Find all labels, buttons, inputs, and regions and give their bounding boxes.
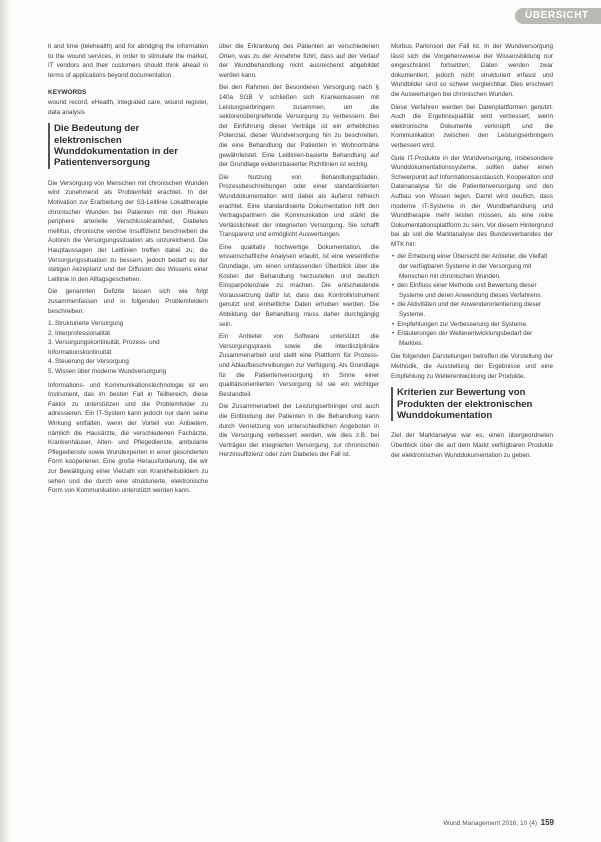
list-item: • die Aktivitäten und der Anwenderorientierung dieser Systeme.: [399, 300, 553, 319]
keywords-text: wound record, eHealth, integrated care, wound register, data analysis: [48, 98, 208, 116]
paragraph: Eine qualitativ hochwertige Dokumentation, die wissenschaftliche Analysen erlaubt, ist eine wesentliche Grundlage, um einen umfassenden Überblick über die Kosten der Behandlung herzustellen und deutlich Einsparpotenziale zu machen. Die entscheidende Voraussetzung dafür ist, dass das Kontrollinstrument genutzt und einheitliche Daten erhoben werden. Die Abbildung der Behandlung muss daher durchgängig sein.: [219, 243, 379, 328]
paragraph: Ein Anbieter von Software unterstützt die Versorgungspraxis sowie die interdisziplinäre Zusammenarbeit und stellt eine Plattform für Prozess- und Ablaufbeschreibungen zur Verfügung. Als Grundlage für die Patientenversorgung im Sinne einer qualitätsorientierten Versorgung ist sie ein wichtiger Bestandteil.: [219, 333, 379, 398]
text-column-middle: [219, 42, 379, 463]
paragraph: Morbus Parkinson der Fall ist. In der Wundversorgung lässt sich die Vorgehensweise der Wissensbildung nur eingeschränkt fortsetzen; Daten werden zwar dokumentiert, jedoch nicht strukturiert erfasst und Wundbilder sind so schwer vergleichbar. Dies erschwert die Auswertungen bei chronischen Wunden.: [391, 43, 553, 98]
paragraph: Die Versorgung von Menschen mit chronischen Wunden wird zunehmend als Problemfeld erachtet. In der Motivation zur Erarbeitung der S3-Leitlinie Lokaltherapie chronischer Wunden bei Patienten mit den Risiken periphere arterielle Verschlusskrankheit, Diabetes mellitus, chronische venöse Insuffizienz beschreiben die Autoren die Versorgungssituation als unzureichend. Die Hauptaussagen der Leitlinien treffen dabei zu; die Versorgungssituation zu bessern, jedoch bedarf es der stetigen Akzeptanz und der Diffusion des Wissens einer Leitlinie in den Alltagsgeschehen.: [48, 179, 208, 283]
abstract-end: it and time (telehealth) and for abridging the information to the wound services, in order to stimulate the market, IT vendors and their customers should think ahead in terms of applications beyond documentation.: [48, 43, 208, 79]
text-column-left: [48, 42, 208, 499]
list-item: • der Erhebung einer Übersicht der Anbieter, die Vielfalt der verfügbaren Systeme in der Versorgung mit Menschen mit chronischen Wunden.: [399, 252, 553, 281]
journal-reference: Wund Management 2016; 10 (4): [443, 820, 538, 827]
list-item: • den Einfluss einer Methode und Bewertung dieser Systeme und deren Anwendung dieses Verfahrens.: [399, 281, 553, 300]
section-heading-criteria: Kriterien zur Bewertung von Produkten der elektronischen Wunddokumentation: [391, 387, 553, 421]
page-footer: [444, 818, 554, 827]
list-item: 5. Wissen über moderne Wundversorgung: [48, 368, 167, 376]
page-number: 159: [540, 818, 554, 827]
paragraph: Ziel der Marktanalyse war es, einen übergeordneten Überblick über die auf dem Markt verfügbaren Produkte der elektronischen Wunddokumentation zu geben.: [391, 432, 553, 459]
objectives-list: [391, 252, 553, 348]
paragraph: Die genannten Defizite lassen sich wie folgt zusammenfassen und in folgenden Problemfeldern beschreiben:: [48, 288, 208, 315]
section-tab: [515, 8, 601, 24]
list-item: • Erläuterungen der Weiterentwicklungsbedarf der Marktes.: [399, 329, 553, 348]
paragraph: Bei den Rahmen der Besonderen Versorgung nach § 140a SGB V schließen sich Krankenkassen mit Leistungserbringern zusammen, um die sektorenübergreifende Versorgung zu verbessern. Bei der Einführung dieser Verträge ist ein erhebliches Potenzial, dieser Wundversorgung hin zu beschreiten, die eine Behandlung der Patienten in Wohnortnähe gewährleistet. Eine Leitlinien-basierte Behandlung auf der Grundlage evidenzbasierter Richtlinien ist wichtig.: [219, 84, 379, 169]
list-item: 3. Versorgungskontinuität, Prozess- und Informationskontinuität: [48, 339, 160, 356]
paragraph: Diese Verfahren werden bei Datenplattformen genutzt. Auch die Ergebnisqualität wird verbessert, wenn elektronische Dokumente verknüpft und die Kommunikation zwischen den Leistungserbringern verbessert wird.: [391, 103, 553, 149]
paragraph: Die Zusammenarbeit der Leistungserbringer und auch die Einbindung der Patienten in die Behandlung kann durch Vernetzung von unterschiedlichen Angeboten in die Versorgung verbessert werden, wie dies z.B. bei Verträgen der integrierten Versorgung, zur chronischen Herzinsuffizienz oder zum Diabetes der Fall ist.: [219, 403, 379, 459]
paragraph: Die Nutzung von Behandlungspfaden, Prozessbeschreibungen oder einer standardisierten Wunddokumentation wird dabei als äußerst hilfreich erachtet. Eine standardisierte Dokumentation hilft den Vertragspartnern die Kommunikation und stärkt die Verlässlichkeit der integrierten Versorgung. Sie schafft Transparenz und ermöglicht Auswertungen.: [219, 173, 379, 239]
section-tab-label: ÜBERSICHT: [525, 10, 589, 21]
paragraph: Die folgenden Darstellungen betreffen die Vorstellung der Methodik, die Ausstellung der Ergebnisse und eine Empfehlung zu Weiterentwicklung der Produkte.: [391, 353, 553, 380]
text-column-right: [391, 42, 553, 463]
list-item: 1. Strukturierte Versorgung: [48, 320, 124, 328]
list-item: 2. Interprofessionalität: [48, 329, 110, 337]
section-heading-importance: Die Bedeutung der elektronischen Wunddokumentation in der Patientenversorgung: [48, 123, 208, 169]
paragraph: Informations- und Kommunikationstechnologie ist ein Instrument, das im besten Fall in Teilbereich, diese Faktor zu unterstützen und die Problemfelder zu adressieren. Ein IT-System kann jedoch nur dann seine Wirkung entfalten, wenn der Vorteil von Anbietern, nämlich die Hausärzte, die verschiedenen Fachärzte, Krankenhäuser, Alten- und Pflegedienste, ambulante Pflegedienste sowie Wundexperten in einer gesonderten Form kooperieren. Eine große Herausforderung, die wir zur Bewältigung einer Vielzahl von Krankheitsbildern zu sehen und die durch eine strukturierte, elektronische Form von Kommunikation unterstützt werden kann.: [48, 381, 208, 495]
problem-list: [48, 319, 208, 377]
paragraph: Gute IT-Produkte in der Wundversorgung, insbesondere Wunddokumentationssysteme, sollten daher einen Schwerpunkt auf Informationsaustausch, Kooperation und Datenanalyse für die Patientenversorgung und den Aufbau von Wissen legen. Damit wird deutlich, dass moderne IT-Systeme in der Wundbehandlung und Wundtherapie mehr leisten müssen, als eine reine Dokumentationsplattform zu sein. Vor diesem Hintergrund bei ab soll die Marktanalyse des Bundesverbandes der MTK hin:: [391, 154, 553, 248]
paragraph: über die Erkrankung des Patienten an verschiedenen Orten, was zu der Annahme führt, dass auf der Verlauf der Wundbehandlung nicht ausreichend abgebildet werden kann.: [219, 43, 379, 79]
page-gutter-shadow: [0, 0, 10, 842]
list-item: • Empfehlungen zur Verbesserung der Systeme.: [399, 320, 553, 330]
list-item: 4. Steuerung der Versorgung: [48, 358, 129, 366]
keywords-label: KEYWORDS: [48, 89, 87, 97]
